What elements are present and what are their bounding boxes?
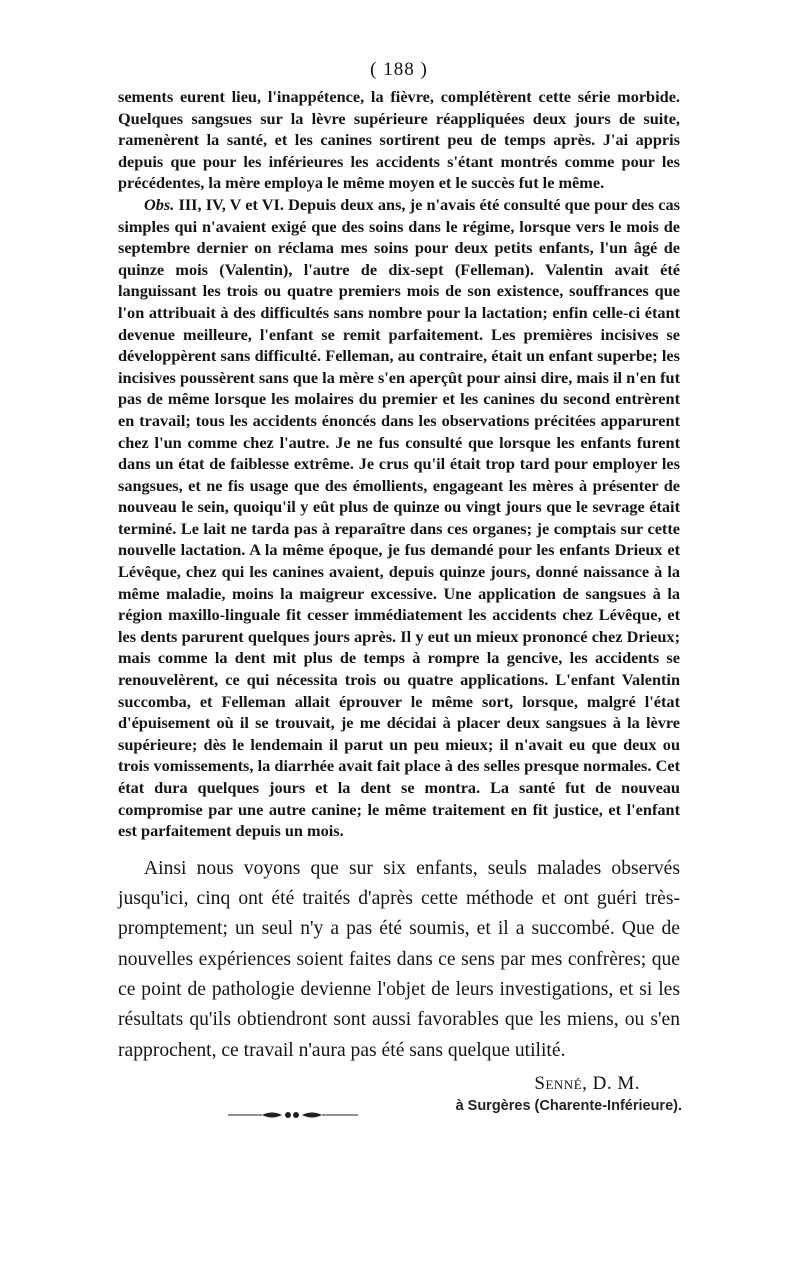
paragraph-continuation: sements eurent lieu, l'inappétence, la fièvre, complétèrent cette série morbide. Quelques sangsues sur la lèvre supérieure réappliquées deux jours de suite, ramenèrent la santé, et les canines sortirent peu de temps après. J'ai appris depuis que pour les inférieures les accidents s'étant montrés comme pour les précédentes, la mère employa le même moyen et le succès fut le même. xyxy=(118,87,680,193)
page-number: ( 188 ) xyxy=(370,59,428,80)
author-signature: Senné, D. M. xyxy=(534,1072,640,1094)
book-page xyxy=(118,58,680,1116)
paragraph-conclusion: Ainsi nous voyons que sur six enfants, seuls malades observés jusqu'ici, cinq ont été traités d'après cette méthode et ont guéri très-promptement; un seul n'y a pas été soumis, et il a succombé. Que de nouvelles expériences soient faites dans ce sens par mes confrères; que ce point de pathologie devienne l'objet de leurs investigations, et si les résultats qu'ils obtiendront sont aussi favorables que les miens, ou s'en rapprochent, ce travail n'aura pas été sans quelque utilité. xyxy=(118,857,680,1061)
obs-label: Obs. xyxy=(144,194,175,214)
author-location: à Surgères (Charente-Inférieure). xyxy=(455,1097,682,1114)
paragraph-observations xyxy=(118,194,680,842)
observations-text: III, IV, V et VI. Depuis deux ans, je n'avais été consulté que pour des cas simples qui n'avaient exigé que des soins dans le régime, lorsque vers le mois de septembre dernier on réclama mes soins pour deux petits enfants, l'un âgé de quinze mois (Valentin), l'autre de dix-sept (Felleman). Valentin avait été languissant les trois ou quatre premiers mois de son existence, souffrances que l'on attribuait à des difficultés sans nombre pour la lactation; enfin celle-ci étant devenue meilleure, l'enfant se remit parfaitement. Les premières incisives se développèrent sans difficulté. Felleman, au contraire, était un enfant superbe; les incisives poussèrent sans que la mère s'en aperçût pour ainsi dire, mais il n'en fut pas de même lorsque les molaires du premier et les canines du second entrèrent en travail; tous les accidents énoncés dans les observations précitées apparurent chez l'un comme chez l'autre. Je ne fus consulté que lorsque les enfants furent dans un état de faiblesse extrême. Je crus qu'il était trop tard pour employer les sangsues, et ne fis usage que des émollients, engageant les mères à présenter de nouveau le sein, quoiqu'il y eût plus de quinze ou vingt jours que le sevrage était terminé. Le lait ne tarda pas à reparaître dans ces organes; je comptais sur cette nouvelle lactation. A la même époque, je fus demandé pour les enfants Drieux et Lévêque, chez qui les canines avaient, depuis quinze jours, donné naissance à la même maladie, moins la maigreur excessive. Une application de sangsues à la région maxillo-linguale fit cesser immédiatement les accidents chez Lévêque, et les dents parurent quelques jours après. Il y eut un mieux prononcé chez Drieux; mais comme la dent mit plus de temps à rompre la gencive, les accidents se renouvelèrent, ce qui nécessita trois ou quatre applications. L'enfant Valentin succomba, et Felleman allait éprouver le même sort, lorsque, malgré l'état d'épuisement où il se trouvait, je me décidai à placer deux sangsues à la lèvre supérieure; dès le lendemain il parut un peu mieux; il n'avait eu que deux ou trois vomissements, la diarrhée avait fait place à des selles presque normales. Cet état dura quelques jours et la dent se montra. La santé fut de nouveau compromise par une autre canine; le même traitement en fit justice, et l'enfant est parfaitement depuis un mois. xyxy=(118,194,680,841)
end-ornament-icon xyxy=(228,1108,358,1122)
